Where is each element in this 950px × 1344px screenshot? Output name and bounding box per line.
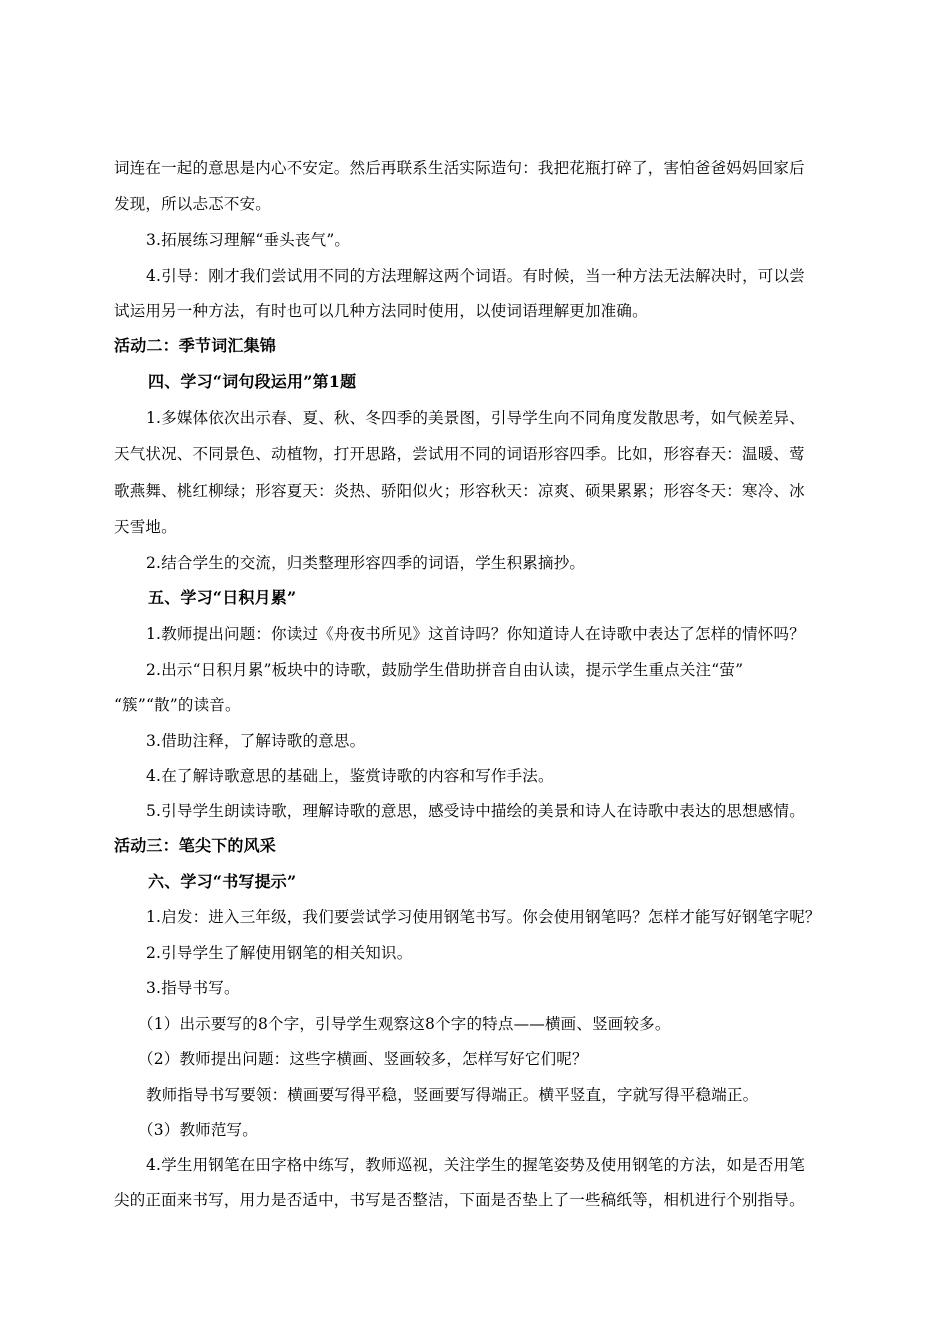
paragraph-line: 1.多媒体依次出示春、夏、秋、冬四季的美景图，引导学生向不同角度发散思考，如气候差异、 bbox=[146, 409, 805, 427]
paragraph-line: 1.教师提出问题：你读过《舟夜书所见》这首诗吗？你知道诗人在诗歌中表达了怎样的情怀吗？ bbox=[146, 625, 805, 643]
paragraph-line: 3.借助注释，了解诗歌的意思。 bbox=[146, 732, 366, 750]
paragraph-line: 4.在了解诗歌意思的基础上，鉴赏诗歌的内容和写作手法。 bbox=[146, 767, 554, 785]
paragraph-line: 3.指导书写。 bbox=[146, 979, 240, 997]
section-heading: 六、学习“书写提示” bbox=[148, 872, 297, 891]
paragraph-line: 2.引导学生了解使用钢笔的相关知识。 bbox=[146, 944, 413, 962]
paragraph-line: 词连在一起的意思是内心不安定。然后再联系生活实际造句：我把花瓶打碎了，害怕爸爸妈妈回家后 bbox=[114, 159, 805, 177]
paragraph-line: 2.结合学生的交流，归类整理形容四季的词语，学生积累摘抄。 bbox=[146, 554, 586, 572]
paragraph-line: 歌燕舞、桃红柳绿；形容夏天：炎热、骄阳似火；形容秋天：凉爽、硕果累累；形容冬天：寒冷、冰 bbox=[114, 482, 805, 500]
paragraph-line: 天气状况、不同景色、动植物，打开思路，尝试用不同的词语形容四季。比如，形容春天：温暖、莺 bbox=[114, 445, 805, 463]
paragraph-line: 教师指导书写要领：横画要写得平稳，竖画要写得端正。横平竖直，字就写得平稳端正。 bbox=[146, 1086, 759, 1104]
paragraph-line: 发现，所以忐忑不安。 bbox=[114, 195, 272, 213]
paragraph-line: 4.引导：刚才我们尝试用不同的方法理解这两个词语。有时候，当一种方法无法解决时，可以尝 bbox=[146, 267, 805, 285]
paragraph-line: 2.出示“日积月累”板块中的诗歌，鼓励学生借助拼音自由认读，提示学生重点关注“萤” bbox=[146, 661, 744, 679]
paragraph-line: （3）教师范写。 bbox=[138, 1121, 258, 1139]
paragraph-line: 1.启发：进入三年级，我们要尝试学习使用钢笔书写。你会使用钢笔吗？怎样才能写好钢笔字呢？ bbox=[146, 908, 821, 926]
paragraph-line: 4.学生用钢笔在田字格中练写，教师巡视，关注学生的握笔姿势及使用钢笔的方法，如是否用笔 bbox=[146, 1156, 805, 1174]
paragraph-line: （1）出示要写的8个字，引导学生观察这8个字的特点——横画、竖画较多。 bbox=[138, 1015, 671, 1033]
section-heading: 四、学习“词句段运用”第1题 bbox=[148, 372, 357, 391]
activity-heading: 活动三：笔尖下的风采 bbox=[114, 836, 277, 855]
paragraph-line: 尖的正面来书写，用力是否适中，书写是否整洁，下面是否垫上了一些稿纸等，相机进行个别指导。 bbox=[114, 1191, 805, 1209]
paragraph-line: 5.引导学生朗读诗歌，理解诗歌的意思，感受诗中描绘的美景和诗人在诗歌中表达的思想感情。 bbox=[146, 802, 805, 820]
paragraph-line: 试运用另一种方法，有时也可以几种方法同时使用，以使词语理解更加准确。 bbox=[114, 302, 648, 320]
section-heading: 五、学习“日积月累” bbox=[148, 588, 297, 607]
paragraph-line: 天雪地。 bbox=[114, 518, 177, 536]
paragraph-line: 3.拓展练习理解“垂头丧气”。 bbox=[146, 231, 351, 249]
paragraph-line: （2）教师提出问题：这些字横画、竖画较多，怎样写好它们呢？ bbox=[138, 1050, 588, 1068]
paragraph-line: “簇”“散”的读音。 bbox=[114, 696, 241, 714]
activity-heading: 活动二：季节词汇集锦 bbox=[114, 336, 277, 355]
